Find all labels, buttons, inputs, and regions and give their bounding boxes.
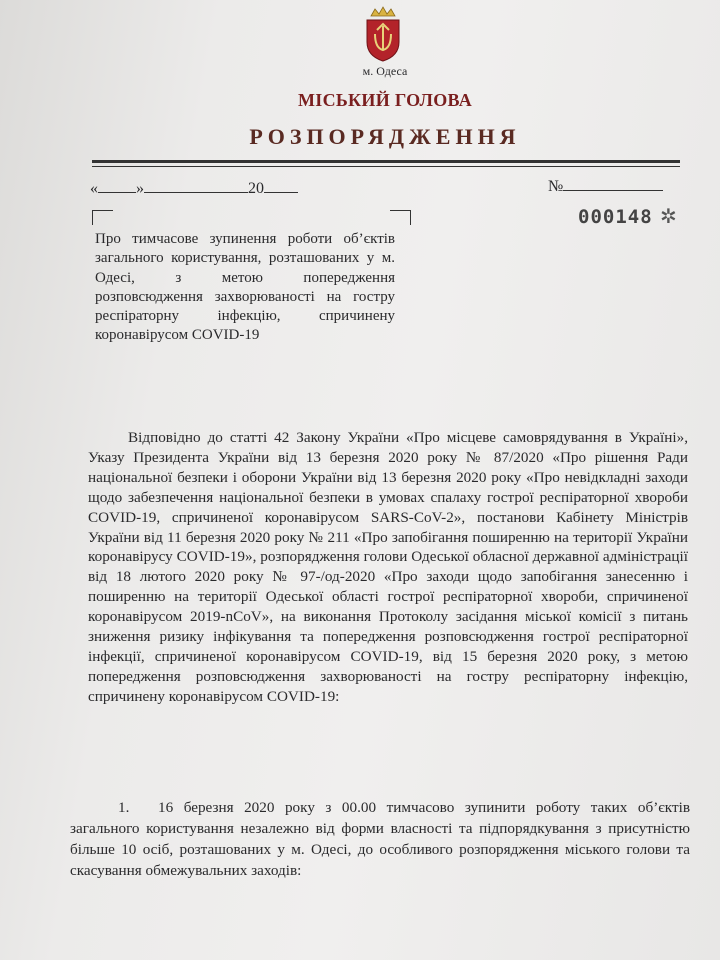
document-subject: Про тимчасове зупинення роботи об’єктів загального користування, розташованих у м. Одесі, з метою попередження розповсюдження захворюваності на гостру респіраторну інфекцію, спричинену коронавірусом COVID-19 [95,231,395,344]
day-blank [98,178,136,193]
list-item-text: 16 березня 2020 року з 00.00 тимчасово зупинити роботу таких об’єктів загального користування незалежно від форми власності та підпорядкування з присутністю більше 10 осіб, розташованих у м. Одесі, до особливого розпорядження міського голови та скасування обмежувальних заходів: [70,799,690,879]
date-open-quote: « [90,180,98,197]
month-blank [144,178,248,193]
date-line [90,178,298,198]
year-prefix: 20 [248,180,264,197]
header-rule-thick [92,160,680,163]
number-blank [563,176,663,191]
header-rule-thin [92,166,680,167]
number-label: № [548,178,564,195]
authority-title: МІСЬКИЙ ГОЛОВА [297,90,473,110]
stamp-asterisk-icon: ✲ [660,206,677,228]
odesa-coat-of-arms-icon [363,6,403,62]
list-item [70,797,690,881]
preamble-paragraph: Відповідно до статті 42 Закону України «Про місцеве самоврядування в Україні», Указу Президента України від 13 березня 2020 року № 87/2020 «Про рішення Ради національної безпеки і оборони України від 13 березня 2020 року «Про невідкладні заходи щодо забезпечення національної безпеки в умовах спалаху гострої респіраторної хвороби COVID-19, спричиненої коронавірусом SARS-CoV-2», постанови Кабінету Міністрів України від 11 березня 2020 року № 211 «Про запобігання поширенню на території України коронавірусу COVID-19», розпорядження голови Одеської обласної державної адміністрації від 18 лютого 2020 року № 97-/од-2020 «Про заходи щодо запобігання занесенню і поширенню на території Одеської області гострої респіраторної хвороби, спричиненої коронавірусом 2019-nCoV», на виконання Протоколу засідання міської комісії з питань зниження ризику інфікування та попередження розповсюдження гострої респіраторної інфекції, спричиненої коронавірусом COVID-19, від 15 березня 2020 року, з метою попередження розповсюдження захворюваності на гостру респіраторну інфекцію, спричинену коронавірусом COVID-19: [88,429,688,705]
date-close-quote: » [136,180,144,197]
list-item-number: 1. [118,799,130,816]
subject-corner-left [92,210,113,225]
number-line [548,176,663,196]
year-blank [264,178,298,193]
subject-corner-right [390,210,411,225]
registration-number-stamp: 000148 [578,206,653,228]
city-caption: м. Одеса [362,64,408,78]
document-type-title: РОЗПОРЯДЖЕННЯ [249,124,521,149]
